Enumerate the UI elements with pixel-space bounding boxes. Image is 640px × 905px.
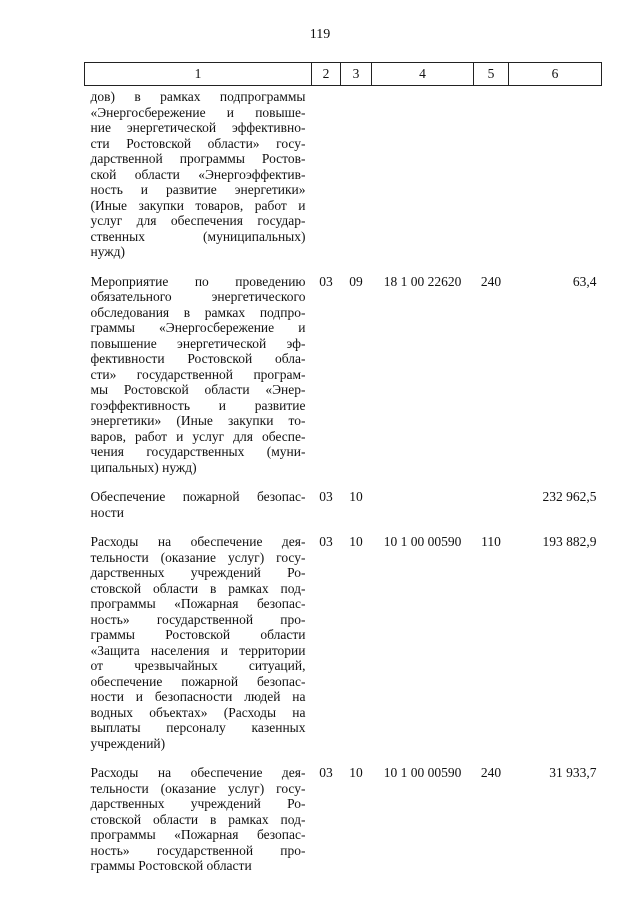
row-target-article: 10 1 00 00590 <box>383 765 462 780</box>
description-line: энергетики» (Иные закупки то- <box>90 413 306 428</box>
row-section-code: 03 <box>319 489 333 504</box>
description-line: ственных (муниципальных) <box>90 228 306 244</box>
table-row <box>85 86 602 260</box>
description-line: ципальных) нужд) <box>90 459 197 475</box>
description-line: ность» государственной про- <box>90 842 306 858</box>
description-line: дарственных учреждений Ро- <box>90 565 306 580</box>
row-section-code: 03 <box>319 534 333 549</box>
row-amount: 63,4 <box>572 273 597 289</box>
description-line: ской области «Энергоэффектив- <box>90 166 306 182</box>
description-line: тельности (оказание услуг) госу- <box>90 549 306 565</box>
description-line: варов, работ и услуг для обеспе- <box>90 428 306 444</box>
description-line: Расходы на обеспечение дея- <box>90 765 306 780</box>
header-col-4: 4 <box>372 63 474 86</box>
description-line: обязательного энергетического <box>90 289 306 304</box>
description-line: программы «Пожарная безопас- <box>90 596 306 611</box>
description-line: ности и безопасности людей на <box>90 689 306 704</box>
description-line: чения государственных (муни- <box>90 444 306 459</box>
row-expense-type: 240 <box>480 273 502 289</box>
row-section-code <box>312 86 341 260</box>
row-description <box>85 475 312 520</box>
table-row <box>85 751 602 874</box>
row-target-article: 18 1 00 22620 <box>383 273 462 289</box>
row-description <box>85 751 312 874</box>
description-line: обеспечение пожарной безопас- <box>90 673 306 689</box>
row-target-article: 10 1 00 00590 <box>383 534 462 549</box>
description-line: ность и развитие энергетики» <box>90 182 306 197</box>
description-line: обследования в рамках подпро- <box>90 304 306 320</box>
row-amount <box>509 86 602 260</box>
budget-table <box>84 62 602 874</box>
description-line: тельности (оказание услуг) госу- <box>90 780 306 796</box>
description-line: дарственных учреждений Ро- <box>90 796 306 811</box>
row-subsection-code: 10 <box>349 765 363 780</box>
description-line: ность» государственной про- <box>90 611 306 627</box>
description-line: граммы Ростовской области <box>90 627 306 642</box>
description-line: ние энергетической эффективно- <box>90 120 306 135</box>
row-expense-type: 240 <box>480 765 502 780</box>
description-line: «Защита населения и территории <box>90 642 306 658</box>
description-line: стовской области в рамках под- <box>90 580 306 596</box>
header-col-3: 3 <box>341 63 372 86</box>
description-line: «Энергосбережение и повыше- <box>90 104 306 120</box>
table-row <box>85 475 602 520</box>
row-section-code: 03 <box>319 765 333 780</box>
header-col-6: 6 <box>509 63 602 86</box>
description-line: Расходы на обеспечение дея- <box>90 534 306 549</box>
description-line: фективности Ростовской обла- <box>90 351 306 366</box>
description-line: от чрезвычайных ситуаций, <box>90 658 306 673</box>
row-description <box>85 86 312 260</box>
row-amount: 232 962,5 <box>542 489 597 504</box>
row-expense-type: 110 <box>481 534 501 549</box>
table-body <box>85 86 602 874</box>
table-header <box>85 63 602 86</box>
table-row <box>85 520 602 751</box>
page-number: 119 <box>309 27 331 42</box>
header-col-2: 2 <box>312 63 341 86</box>
description-line: сти Ростовской области» госу- <box>90 135 306 151</box>
description-line: водных объектах» (Расходы на <box>90 704 306 720</box>
header-col-5: 5 <box>474 63 509 86</box>
header-col-1: 1 <box>85 63 312 86</box>
row-amount: 193 882,9 <box>542 534 597 549</box>
row-expense-type <box>474 86 509 260</box>
description-line: учреждений) <box>90 735 166 751</box>
row-subsection-code: 10 <box>349 489 363 504</box>
description-line: Мероприятие по проведению <box>90 273 306 289</box>
row-description <box>85 260 312 476</box>
row-target-article <box>372 86 474 260</box>
description-line: ности <box>90 504 124 520</box>
description-line: сти» государственной програм- <box>90 366 306 382</box>
row-amount: 31 933,7 <box>549 765 597 780</box>
description-line: Обеспечение пожарной безопас- <box>90 489 306 504</box>
header-row <box>85 63 602 86</box>
description-line: выплаты персоналу казенных <box>90 720 306 735</box>
row-subsection-code: 10 <box>349 534 363 549</box>
description-line: повышение энергетической эф- <box>90 335 306 351</box>
description-line: услуг для обеспечения государ- <box>90 213 306 228</box>
description-line: гоэффективность и развитие <box>90 397 306 413</box>
description-line: граммы Ростовской области <box>90 858 252 873</box>
description-line: (Иные закупки товаров, работ и <box>90 197 306 213</box>
row-subsection-code: 09 <box>349 273 363 289</box>
row-target-article <box>372 475 474 520</box>
description-line: граммы «Энергосбережение и <box>90 320 306 335</box>
description-line: дарственной программы Ростов- <box>90 151 306 166</box>
description-line: программы «Пожарная безопас- <box>90 827 306 842</box>
row-description <box>85 520 312 751</box>
description-line: дов) в рамках подпрограммы <box>90 89 306 104</box>
row-section-code: 03 <box>319 273 333 289</box>
table-row <box>85 260 602 476</box>
description-line: нужд) <box>90 244 125 259</box>
row-expense-type <box>474 475 509 520</box>
row-subsection-code <box>341 86 372 260</box>
description-line: мы Ростовской области «Энер- <box>90 382 306 397</box>
description-line: стовской области в рамках под- <box>90 811 306 827</box>
